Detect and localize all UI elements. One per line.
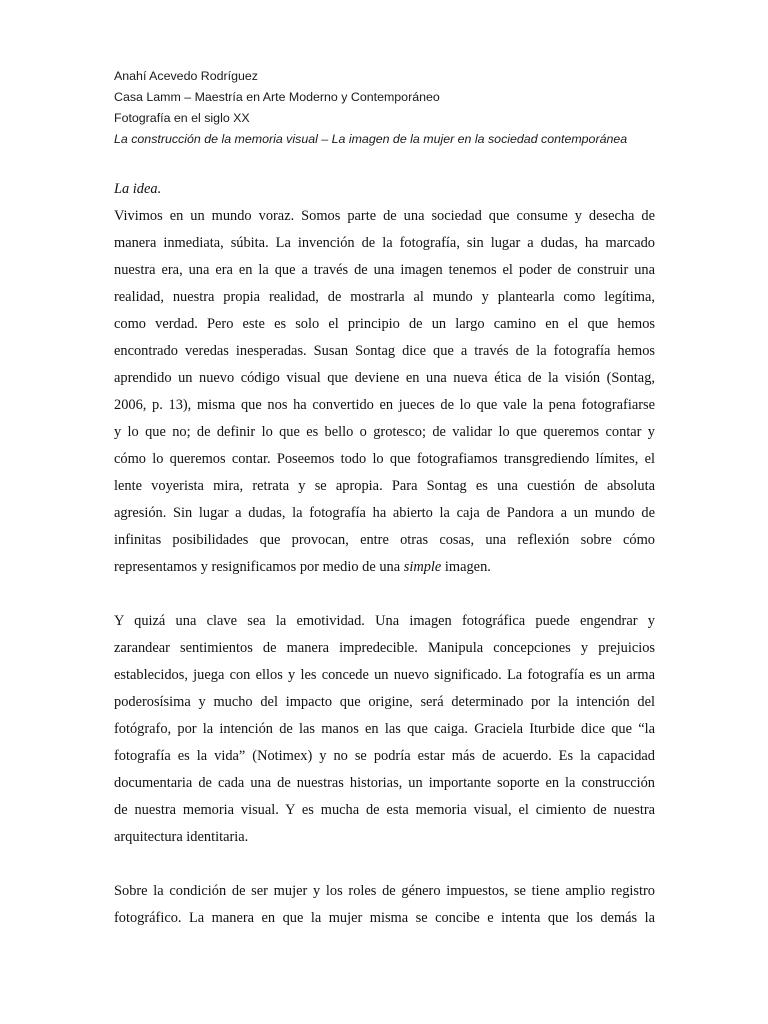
text-line: manera inmediata, súbita. La invención de la fotografía, sin lugar a dudas, ha marcado	[114, 235, 655, 251]
text-line: como verdad. Pero este es solo el principio de un largo camino en el que hemos	[114, 316, 655, 332]
course-line: Fotografía en el siglo XX	[114, 111, 250, 125]
text-line: de nuestra memoria visual. Y es mucha de esta memoria visual, el cimiento de nuestra	[114, 802, 655, 818]
text-line	[114, 554, 655, 581]
text-run: representamos y resignificamos por medio de una	[114, 559, 404, 575]
text-line: cómo lo queremos contar. Poseemos todo lo que fotografiamos transgrediendo límites, el	[114, 451, 655, 467]
text-line: fotográfico. La manera en que la mujer misma se concibe e intenta que los demás la	[114, 910, 655, 926]
text-line: y lo que no; de definir lo que es bello o grotesco; de validar lo que queremos contar y	[114, 424, 655, 440]
text-line: zarandear sentimientos de manera impredecible. Manipula concepciones y prejuicios	[114, 640, 655, 656]
text-line: encontrado veredas inesperadas. Susan Sontag dice que a través de la fotografía hemos	[114, 343, 655, 359]
text-line: Sobre la condición de ser mujer y los roles de género impuestos, se tiene amplio registro	[114, 883, 655, 899]
emphasis-word: simple	[403, 559, 442, 575]
text-line: realidad, nuestra propia realidad, de mostrarla al mundo y plantearla como legítima,	[114, 289, 655, 305]
text-line: establecidos, juega con ellos y les concede un nuevo significado. La fotografía es un arma	[114, 667, 655, 683]
text-line: fotografía es la vida” (Notimex) y no se podría estar más de acuerdo. Es la capacidad	[114, 748, 655, 764]
paragraph-3	[114, 878, 655, 932]
text-line: documentaria de cada una de nuestras historias, un importante soporte en la construcción	[114, 775, 655, 791]
text-line: Vivimos en un mundo voraz. Somos parte de una sociedad que consume y desecha de	[114, 208, 655, 224]
text-line: poderosísima y mucho del impacto que origine, será determinado por la intención del	[114, 694, 655, 710]
text-line: infinitas posibilidades que provocan, entre otras cosas, una reflexión sobre cómo	[114, 532, 655, 548]
paragraph-2	[114, 608, 655, 851]
text-line: fotógrafo, por la intención de las manos en las que caiga. Graciela Iturbide dice que “la	[114, 721, 655, 737]
text-line: 2006, p. 13), misma que nos ha convertido en jueces de lo que vale la pena fotografiarse	[114, 397, 655, 413]
text-line: aprendido un nuevo código visual que deviene en una nueva ética de la visión (Sontag,	[114, 370, 655, 386]
author-name: Anahí Acevedo Rodríguez	[114, 69, 258, 83]
text-line: arquitectura identitaria.	[114, 829, 249, 845]
essay-title: La construcción de la memoria visual – La imagen de la mujer en la sociedad contemporánea	[114, 132, 628, 146]
text-line: agresión. Sin lugar a dudas, la fotografía ha abierto la caja de Pandora a un mundo de	[114, 505, 655, 521]
document-body	[114, 176, 655, 959]
section-heading: La idea.	[114, 181, 162, 197]
institution-line: Casa Lamm – Maestría en Arte Moderno y Contemporáneo	[114, 90, 440, 104]
document-header	[114, 66, 674, 150]
text-line: Y quizá una clave sea la emotividad. Una imagen fotográfica puede engendrar y	[114, 613, 655, 629]
text-line: lente voyerista mira, retrata y se apropia. Para Sontag es una cuestión de absoluta	[114, 478, 655, 494]
text-run: imagen.	[441, 559, 491, 575]
text-line: nuestra era, una era en la que a través de una imagen tenemos el poder de construir una	[114, 262, 655, 278]
paragraph-1	[114, 203, 655, 581]
